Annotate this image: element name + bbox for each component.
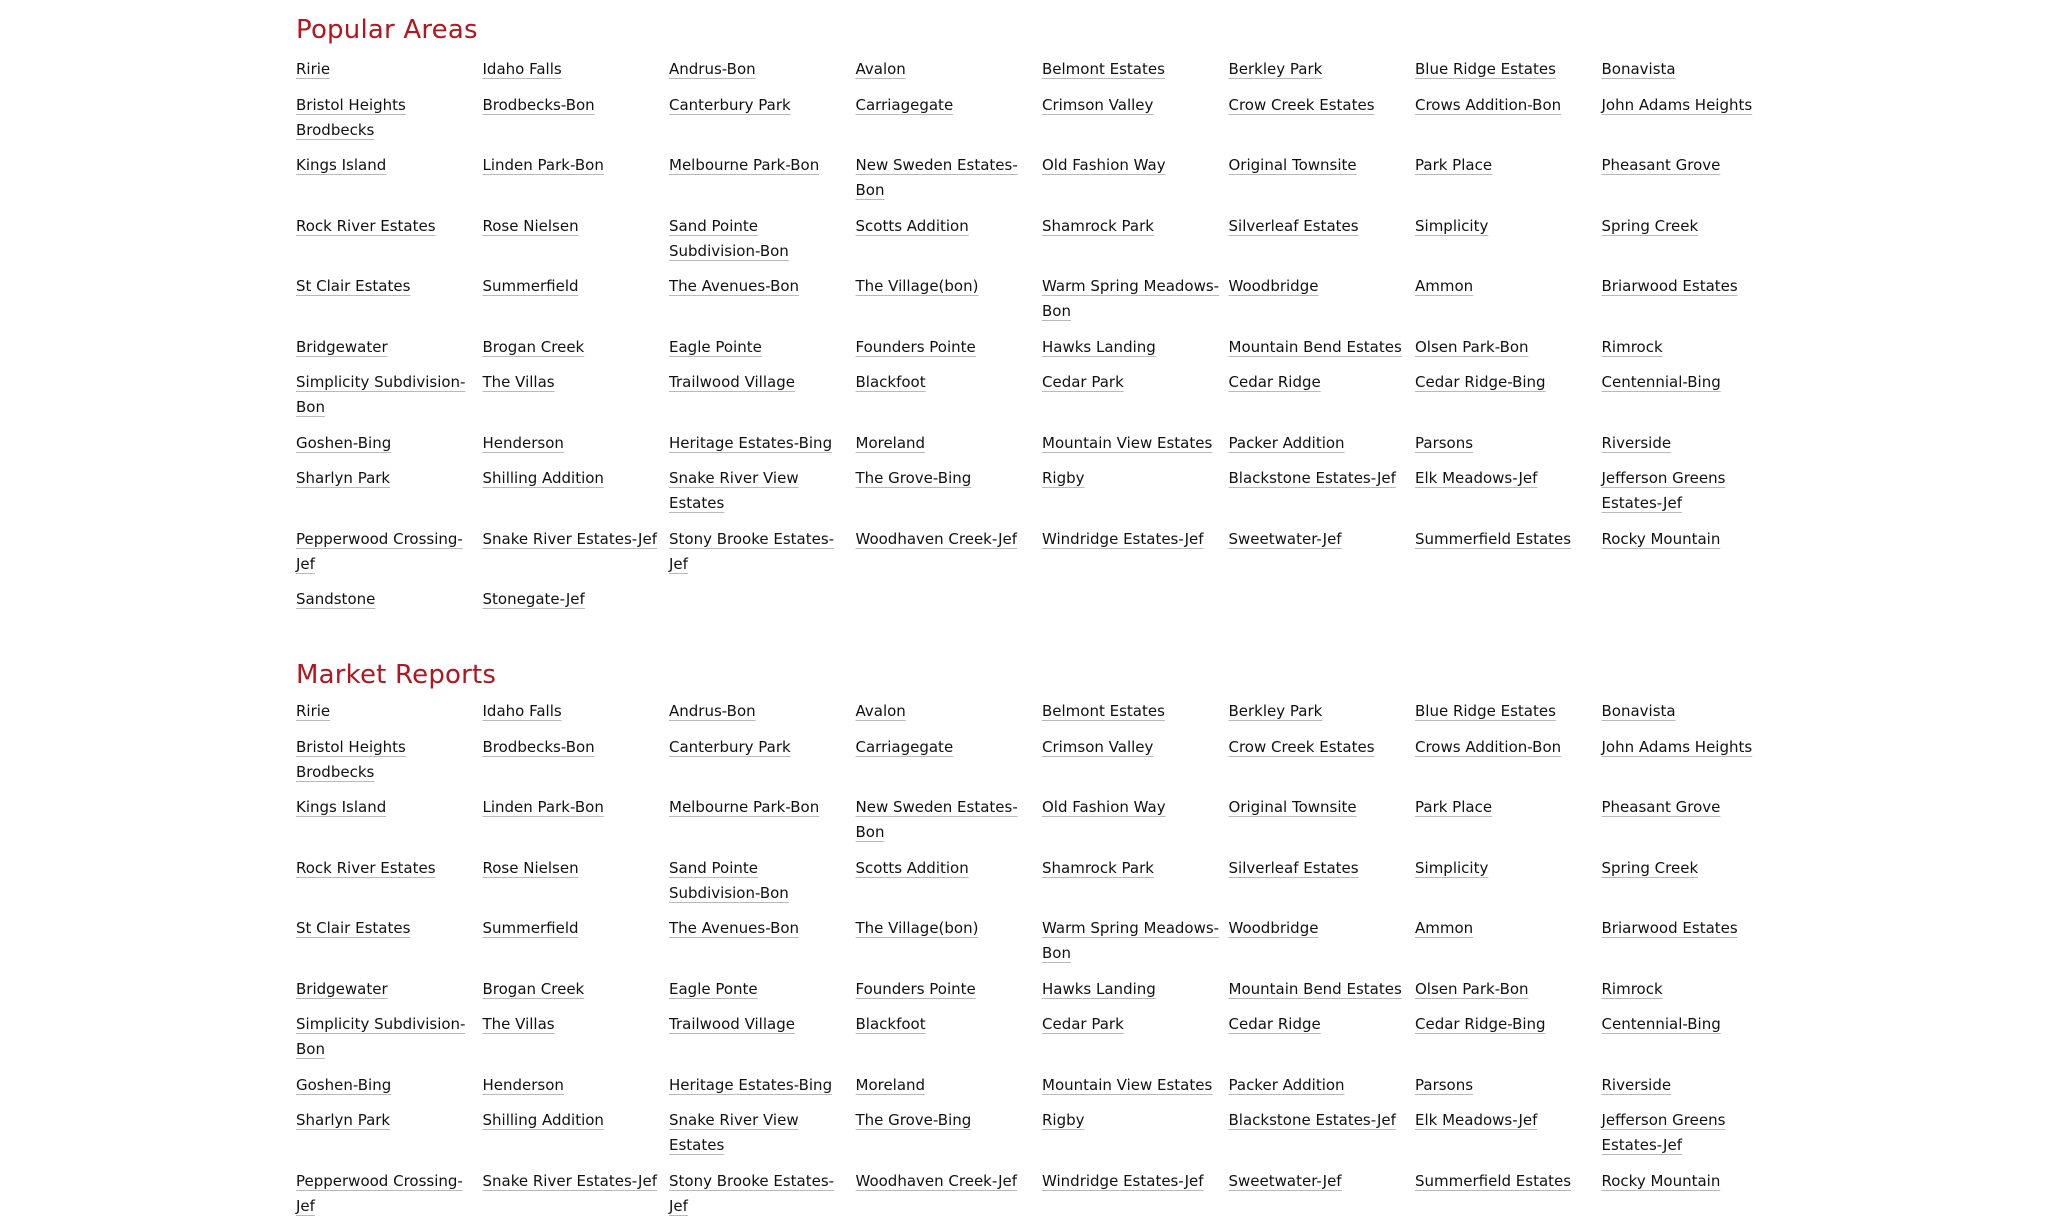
popular-area-link[interactable]: Rocky Mountain — [1601, 529, 1721, 548]
popular-area-link[interactable]: St Clair Estates — [296, 277, 411, 295]
market-report-link[interactable]: Simplicity — [1415, 858, 1489, 877]
popular-area-link[interactable]: Kings Island — [296, 156, 387, 174]
popular-area-link[interactable]: Woodhaven Creek-Jef — [855, 529, 1018, 548]
market-report-link[interactable]: The Village(bon) — [855, 919, 979, 937]
popular-area-link[interactable]: Riverside — [1601, 433, 1672, 452]
market-report-link[interactable]: Parsons — [1415, 1075, 1474, 1094]
market-report-link[interactable]: Olsen Park-Bon — [1415, 979, 1529, 998]
market-report-link[interactable]: Henderson — [482, 1075, 564, 1094]
popular-area-link[interactable]: Sharlyn Park — [296, 469, 391, 487]
market-report-link[interactable]: The Avenues-Bon — [669, 919, 800, 937]
popular-area-link[interactable]: Centennial-Bing — [1601, 373, 1721, 391]
market-report-link[interactable]: Summerfield — [482, 919, 579, 937]
popular-area-link[interactable]: Avalon — [855, 60, 906, 78]
market-report-link[interactable]: Elk Meadows-Jef — [1415, 1111, 1538, 1129]
popular-area-link[interactable]: Rigby — [1042, 469, 1085, 487]
market-report-link[interactable]: Windridge Estates-Jef — [1042, 1171, 1204, 1190]
market-report-link[interactable]: Eagle Ponte — [669, 979, 758, 998]
market-reports-grid — [296, 699, 1796, 1219]
popular-area-link[interactable]: Summerfield Estates — [1415, 529, 1572, 548]
market-report-link[interactable]: Trailwood Village — [669, 1015, 795, 1033]
popular-area-link[interactable]: Parsons — [1415, 433, 1474, 452]
market-report-link[interactable]: Ammon — [1415, 919, 1474, 937]
market-report-link[interactable]: Mountain Bend Estates — [1228, 979, 1402, 998]
market-report-link[interactable]: Jefferson Greens Estates-Jef — [1601, 1111, 1726, 1154]
popular-area-link[interactable]: Mountain View Estates — [1042, 433, 1213, 452]
market-report-link[interactable]: Heritage Estates-Bing — [669, 1075, 833, 1094]
popular-area-link[interactable]: Henderson — [482, 433, 564, 452]
market-report-link[interactable]: Packer Addition — [1228, 1075, 1345, 1094]
market-report-link[interactable]: Sand Pointe Subdivision-Bon — [669, 858, 789, 902]
market-report-link[interactable]: Rimrock — [1601, 979, 1663, 998]
market-report-link[interactable]: Carriagegate — [855, 737, 954, 756]
popular-area-link[interactable]: Cedar Park — [1042, 373, 1124, 391]
market-report-link[interactable]: Summerfield Estates — [1415, 1171, 1572, 1190]
market-report-link[interactable]: Snake River Estates-Jef — [482, 1171, 657, 1190]
popular-area-link[interactable]: Cedar Ridge — [1228, 373, 1321, 391]
popular-area-link[interactable]: Windridge Estates-Jef — [1042, 529, 1204, 548]
market-report-link[interactable]: St Clair Estates — [296, 919, 411, 937]
popular-area-link[interactable]: Linden Park-Bon — [482, 156, 604, 174]
market-report-link[interactable]: Cedar Park — [1042, 1015, 1124, 1033]
popular-area-link[interactable]: Ririe — [296, 60, 331, 78]
popular-area-link[interactable]: Moreland — [855, 433, 926, 452]
market-reports-section — [296, 658, 1796, 1219]
market-report-link[interactable]: Hawks Landing — [1042, 979, 1156, 998]
market-report-link[interactable]: Brogan Creek — [482, 979, 585, 998]
market-report-link[interactable]: Canterbury Park — [669, 737, 791, 756]
popular-area-link[interactable]: John Adams Heights — [1601, 95, 1753, 114]
popular-area-link[interactable]: Brogan Creek — [482, 337, 585, 356]
popular-area-link[interactable]: Stonegate-Jef — [482, 590, 585, 608]
market-report-link[interactable]: Brodbecks-Bon — [482, 737, 595, 756]
market-report-link[interactable]: Crow Creek Estates — [1228, 737, 1375, 756]
popular-area-link[interactable]: Shamrock Park — [1042, 216, 1154, 235]
market-report-link[interactable]: Blue Ridge Estates — [1415, 702, 1556, 720]
popular-area-link[interactable]: Ammon — [1415, 277, 1474, 295]
area-links-container — [296, 0, 1796, 1215]
popular-area-link[interactable]: Rock River Estates — [296, 216, 436, 235]
popular-area-link[interactable]: Crow Creek Estates — [1228, 95, 1375, 114]
market-report-link[interactable]: Cedar Ridge — [1228, 1015, 1321, 1033]
popular-area-link[interactable]: Belmont Estates — [1042, 60, 1165, 78]
popular-area-link[interactable]: Brodbecks-Bon — [482, 95, 595, 114]
popular-area-link[interactable]: Spring Creek — [1601, 216, 1699, 235]
popular-area-link[interactable]: The Village(bon) — [855, 277, 979, 295]
market-report-link[interactable]: Blackfoot — [855, 1015, 926, 1033]
popular-area-link[interactable]: Goshen-Bing — [296, 433, 392, 452]
market-report-link[interactable]: Park Place — [1415, 798, 1493, 816]
popular-area-link[interactable]: Snake River View Estates — [669, 469, 799, 512]
popular-area-link[interactable]: Andrus-Bon — [669, 60, 756, 78]
market-report-link[interactable]: Original Townsite — [1228, 798, 1357, 816]
popular-area-link[interactable]: Trailwood Village — [669, 373, 795, 391]
popular-area-link[interactable]: The Villas — [482, 373, 555, 391]
market-report-link[interactable]: Ririe — [296, 702, 331, 720]
market-report-link[interactable]: Shilling Addition — [482, 1111, 604, 1129]
popular-area-link[interactable]: Founders Pointe — [855, 337, 976, 356]
popular-area-link[interactable]: Warm Spring Meadows-Bon — [1042, 277, 1220, 320]
popular-area-link[interactable]: Berkley Park — [1228, 60, 1323, 78]
popular-area-link[interactable]: Woodbridge — [1228, 277, 1319, 295]
market-report-link[interactable]: Stony Brooke Estates-Jef — [669, 1171, 835, 1215]
market-report-link[interactable]: Kings Island — [296, 798, 387, 816]
popular-area-link[interactable]: Silverleaf Estates — [1228, 216, 1359, 235]
market-report-link[interactable]: The Grove-Bing — [855, 1111, 972, 1129]
market-report-link[interactable]: Andrus-Bon — [669, 702, 756, 720]
market-report-link[interactable]: Blackstone Estates-Jef — [1228, 1111, 1396, 1129]
popular-area-link[interactable]: Jefferson Greens Estates-Jef — [1601, 469, 1726, 512]
popular-area-link[interactable]: Mountain Bend Estates — [1228, 337, 1402, 356]
market-report-link[interactable]: Rock River Estates — [296, 858, 436, 877]
popular-area-link[interactable]: The Avenues-Bon — [669, 277, 800, 295]
market-report-link[interactable]: The Villas — [482, 1015, 555, 1033]
market-report-link[interactable]: Pheasant Grove — [1601, 798, 1721, 816]
popular-area-link[interactable]: Original Townsite — [1228, 156, 1357, 174]
market-report-link[interactable]: Pepperwood Crossing-Jef — [296, 1171, 463, 1215]
popular-area-link[interactable]: Blue Ridge Estates — [1415, 60, 1556, 78]
market-report-link[interactable]: Riverside — [1601, 1075, 1672, 1094]
popular-area-link[interactable]: Summerfield — [482, 277, 579, 295]
popular-area-link[interactable]: Crows Addition-Bon — [1415, 95, 1562, 114]
market-report-link[interactable]: Rocky Mountain — [1601, 1171, 1721, 1190]
popular-area-link[interactable]: Canterbury Park — [669, 95, 791, 114]
popular-area-link[interactable]: Elk Meadows-Jef — [1415, 469, 1538, 487]
popular-areas-grid — [296, 57, 1796, 612]
popular-area-link[interactable]: Cedar Ridge-Bing — [1415, 373, 1546, 391]
popular-area-link[interactable]: Eagle Pointe — [669, 337, 762, 356]
market-report-link[interactable]: Simplicity Subdivision-Bon — [296, 1015, 466, 1058]
market-report-link[interactable]: Goshen-Bing — [296, 1075, 392, 1094]
popular-area-link[interactable]: Briarwood Estates — [1601, 277, 1738, 295]
market-report-link[interactable]: Crimson Valley — [1042, 737, 1154, 756]
market-report-link[interactable]: Sweetwater-Jef — [1228, 1171, 1342, 1190]
popular-area-link[interactable]: Packer Addition — [1228, 433, 1345, 452]
popular-area-link[interactable]: Melbourne Park-Bon — [669, 156, 820, 174]
market-report-link[interactable]: Rigby — [1042, 1111, 1085, 1129]
popular-area-link[interactable]: Pheasant Grove — [1601, 156, 1721, 174]
market-report-link[interactable]: New Sweden Estates-Bon — [855, 798, 1018, 841]
popular-area-link[interactable]: Olsen Park-Bon — [1415, 337, 1529, 356]
popular-areas-section — [296, 0, 1796, 612]
market-report-link[interactable]: Melbourne Park-Bon — [669, 798, 820, 816]
market-report-link[interactable]: Avalon — [855, 702, 906, 720]
popular-area-link[interactable]: Bonavista — [1601, 60, 1676, 78]
market-report-link[interactable]: Scotts Addition — [855, 858, 969, 877]
market-report-link[interactable]: Bridgewater — [296, 979, 388, 998]
popular-area-link[interactable]: Sandstone — [296, 590, 376, 608]
popular-area-link[interactable]: Simplicity Subdivision-Bon — [296, 373, 466, 416]
popular-area-link[interactable]: New Sweden Estates-Bon — [855, 156, 1018, 199]
market-report-link[interactable]: Sharlyn Park — [296, 1111, 391, 1129]
market-report-link[interactable]: Idaho Falls — [482, 702, 562, 720]
market-report-link[interactable]: Linden Park-Bon — [482, 798, 604, 816]
market-report-link[interactable]: Crows Addition-Bon — [1415, 737, 1562, 756]
popular-area-link[interactable]: Blackstone Estates-Jef — [1228, 469, 1396, 487]
market-reports-title: Market Reports — [296, 660, 497, 690]
market-report-link[interactable]: Bonavista — [1601, 702, 1676, 720]
popular-area-link[interactable]: Simplicity — [1415, 216, 1489, 235]
popular-area-link[interactable]: Pepperwood Crossing-Jef — [296, 529, 463, 573]
market-report-link[interactable]: Briarwood Estates — [1601, 919, 1738, 937]
market-report-link[interactable]: Berkley Park — [1228, 702, 1323, 720]
popular-area-link[interactable]: Sand Pointe Subdivision-Bon — [669, 216, 789, 260]
market-report-link[interactable]: Woodbridge — [1228, 919, 1319, 937]
popular-area-link[interactable]: Blackfoot — [855, 373, 926, 391]
popular-area-link[interactable]: Scotts Addition — [855, 216, 969, 235]
popular-area-link[interactable]: Heritage Estates-Bing — [669, 433, 833, 452]
popular-area-link[interactable]: Sweetwater-Jef — [1228, 529, 1342, 548]
market-report-link[interactable]: Old Fashion Way — [1042, 798, 1166, 816]
popular-area-link[interactable]: Park Place — [1415, 156, 1493, 174]
popular-area-link[interactable]: Idaho Falls — [482, 60, 562, 78]
market-report-link[interactable]: Shamrock Park — [1042, 858, 1154, 877]
popular-area-link[interactable]: Bridgewater — [296, 337, 388, 356]
popular-area-link[interactable]: Old Fashion Way — [1042, 156, 1166, 174]
popular-area-link[interactable]: Crimson Valley — [1042, 95, 1154, 114]
market-report-link[interactable]: John Adams Heights — [1601, 737, 1753, 756]
popular-area-link[interactable]: Rose Nielsen — [482, 216, 579, 235]
market-report-link[interactable]: Silverleaf Estates — [1228, 858, 1359, 877]
popular-area-link[interactable]: Bristol Heights Brodbecks — [296, 95, 406, 139]
popular-area-link[interactable]: Rimrock — [1601, 337, 1663, 356]
popular-area-link[interactable]: Carriagegate — [855, 95, 954, 114]
market-report-link[interactable]: Centennial-Bing — [1601, 1015, 1721, 1033]
popular-area-link[interactable]: Stony Brooke Estates-Jef — [669, 529, 835, 573]
popular-areas-title: Popular Areas — [296, 15, 478, 45]
market-report-link[interactable]: Spring Creek — [1601, 858, 1699, 877]
market-report-link[interactable]: Moreland — [855, 1075, 926, 1094]
popular-area-link[interactable]: Hawks Landing — [1042, 337, 1156, 356]
popular-area-link[interactable]: Shilling Addition — [482, 469, 604, 487]
market-report-link[interactable]: Snake River View Estates — [669, 1111, 799, 1154]
popular-area-link[interactable]: Snake River Estates-Jef — [482, 529, 657, 548]
popular-area-link[interactable]: The Grove-Bing — [855, 469, 972, 487]
market-report-link[interactable]: Woodhaven Creek-Jef — [855, 1171, 1018, 1190]
market-report-link[interactable]: Cedar Ridge-Bing — [1415, 1015, 1546, 1033]
market-report-link[interactable]: Belmont Estates — [1042, 702, 1165, 720]
market-report-link[interactable]: Warm Spring Meadows-Bon — [1042, 919, 1220, 962]
market-report-link[interactable]: Rose Nielsen — [482, 858, 579, 877]
market-report-link[interactable]: Founders Pointe — [855, 979, 976, 998]
market-report-link[interactable]: Mountain View Estates — [1042, 1075, 1213, 1094]
market-report-link[interactable]: Bristol Heights Brodbecks — [296, 737, 406, 781]
